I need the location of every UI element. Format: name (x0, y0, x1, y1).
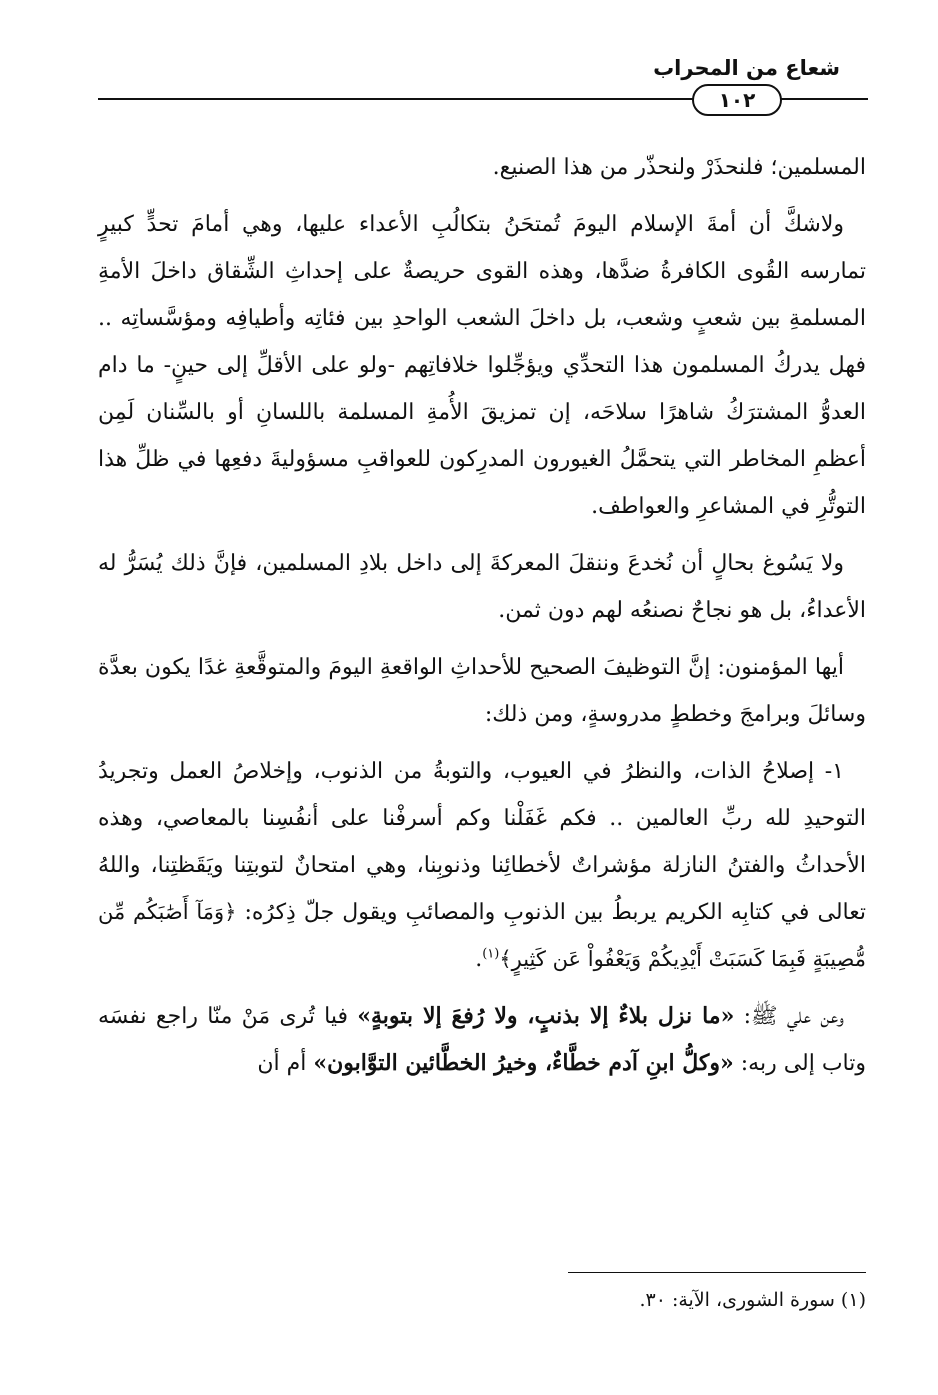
paragraph-0: المسلمين؛ فلنحذَرْ ولنحذّر من هذا الصنيع. (492, 155, 866, 180)
paragraph-4-text: ١- إصلاحُ الذات، والنظرُ في العيوب، والتوبةُ من الذنوب، وإخلاصُ العمل وتجريدُ التوحيدِ لله ربِّ العالمين .. فكم غَفَلْنا وكم أسرفْنا على أنفُسِنا بالمعاصي، وهذه الأحداثُ والفتنُ النازلة مؤشراتٌ لأخطائِنا وذنوبِنا، وهي امتحانٌ لتوبتِنا ويَقَظتِنا، واللهُ تعالى في كتابِه الكريم يربطُ بين الذنوبِ والمصائبِ ويقول جلّ ذِكرُه: (98, 759, 866, 925)
footnote-rule (568, 1272, 866, 1273)
running-title: شعاع من المحراب (653, 56, 840, 80)
paragraph-5 (98, 993, 866, 1087)
footnote: (١) سورة الشورى، الآية: ٣٠. (639, 1289, 866, 1311)
body-text (98, 144, 866, 1097)
footnote-marker: (١) (482, 946, 500, 962)
paragraph-3: أيها المؤمنون: إنَّ التوظيفَ الصحيح للأحداثِ الواقعةِ اليومَ والمتوقَّعةِ غدًا يكون بعدَّة وسائلَ وبرامجَ وخططٍ مدروسةٍ، ومن ذلك: (98, 655, 866, 727)
hadith-quote-2: «وكلُّ ابنِ آدم خطَّاءٌ، وخيرُ الخطَّائين التوَّابون» (313, 1050, 734, 1076)
paragraph-4: ١- إصلاحُ الذات، والنظرُ في العيوب، والتوبةُ من الذنوب، وإخلاصُ العمل وتجريدُ التوحيدِ لله ربِّ العالمين .. فكم غَفَلْنا وكم أسرفْنا على أنفُسِنا بالمعاصي، وهذه الأحداثُ والفتنُ النازلة مؤشراتٌ لأخطائِنا وذنوبِنا، وهي امتحانٌ لتوبتِنا ويَقَظتِنا، واللهُ تعالى في كتابِه الكريم يربطُ بين الذنوبِ والمصائبِ ويقول جلّ ذِكرُه: ﴿وَمَآ أَصَٰبَكُم مِّن مُّصِيبَةٍ فَبِمَا كَسَبَتْ أَيْدِيكُمْ وَيَعْفُواْ عَن كَثِيرٍ﴾$^{(١)}$. (98, 759, 866, 972)
paragraph-5-end: أم أن (257, 1051, 314, 1076)
paragraph-2: ولا يَسُوغ بحالٍ أن نُخدعَ وننقلَ المعركةَ إلى داخل بلادِ المسلمين، فإنَّ ذلك يُسَرُّ له الأعداءُ، بل هو نجاحٌ نصنعُه لهم دون ثمن. (98, 551, 866, 623)
paragraph-5-middle: فيا تُرى مَنْ منّا راجع نفسَه وتاب إلى ربه: (98, 1004, 866, 1076)
paragraph-1: ولاشكَّ أن أمةَ الإسلام اليومَ تُمتحَنُ بتكالُبِ الأعداء عليها، وهي أمامَ تحدٍّ كبيرٍ تمارسه القُوى الكافرةُ ضدَّها، وهذه القوى حريصةٌ على إحداثِ الشِّقاق داخلَ الأمةِ المسلمةِ بين شعبٍ وشعب، بل داخلَ الشعب الواحدِ بين فئاتِه وأطيافِه ومؤسَّساتِه .. فهل يدركُ المسلمون هذا التحدِّي ويؤجِّلوا خلافاتِهم -ولو على الأقلِّ إلى حينٍ- ما دام العدوُّ المشترَكُ شاهرًا سلاحَه، إن تمزيقَ الأُمةِ المسلمة باللسانِ أو بالسِّنان لَمِن أعظمِ المخاطر التي يتحمَّلُ الغيورون المدرِكون للعواقبِ مسؤوليةَ دفعِها في ظلِّ هذا التوتُّرِ في المشاعرِ والعواطف. (98, 212, 866, 519)
quran-verse: ﴿وَمَآ أَصَٰبَكُم مِّن مُّصِيبَةٍ فَبِمَا كَسَبَتْ أَيْدِيكُمْ وَيَعْفُواْ عَن كَثِيرٍ﴾ (98, 900, 866, 971)
page-number: ١٠٢ (692, 84, 782, 116)
paragraph-5-intro: وعن علي ﷺ: (734, 1004, 844, 1029)
hadith-quote-1: «ما نزل بلاءٌ إلا بذنبٍ، ولا رُفعَ إلا بتوبةٍ» (357, 1003, 735, 1029)
